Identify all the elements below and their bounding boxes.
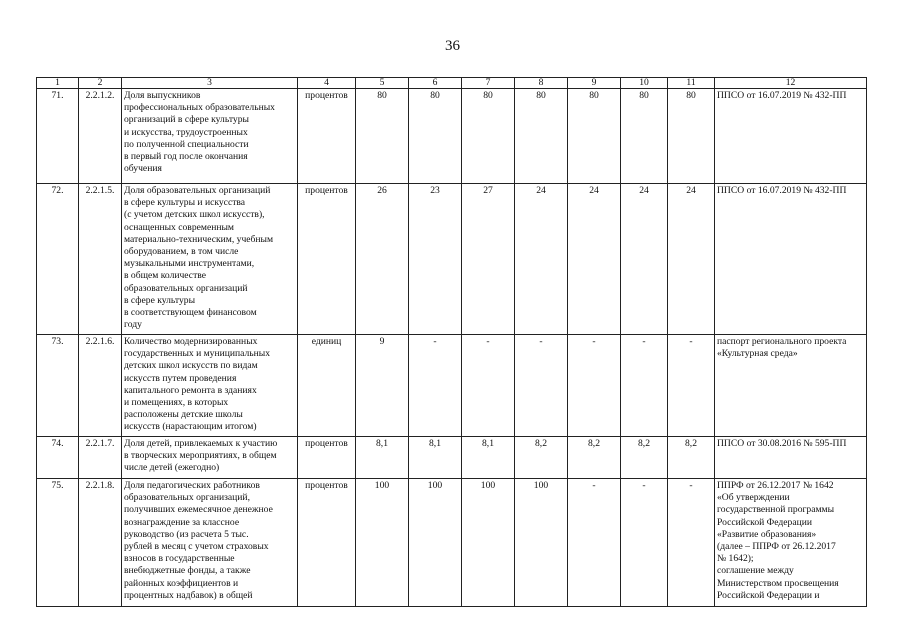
table-row (37, 479, 867, 607)
value-cell: 24 (568, 184, 621, 335)
value-cell: - (515, 335, 568, 437)
column-header: 3 (122, 78, 298, 89)
column-number-row (37, 78, 867, 89)
row-number: 73. (37, 335, 79, 437)
table-row (37, 335, 867, 437)
indicator-code: 2.2.1.7. (79, 437, 122, 479)
value-cell: 100 (409, 479, 462, 607)
table-row (37, 184, 867, 335)
column-header: 12 (715, 78, 867, 89)
unit: процентов (298, 89, 356, 184)
value-cell: 8,2 (568, 437, 621, 479)
value-cell: - (568, 479, 621, 607)
value-cell: 100 (356, 479, 409, 607)
column-header: 4 (298, 78, 356, 89)
indicator-name: Доля выпускников профессиональных образовательных организаций в сфере культуры и искусства, трудоустроенных по полученной специальности в первый год после окончания обучения (122, 89, 298, 184)
source-document: ППСО от 16.07.2019 № 432-ПП (715, 89, 867, 184)
indicator-name: Доля образовательных организаций в сфере культуры и искусства (с учетом детских школ искусств), оснащенных современным материально-техническим, учебным оборудованием, в том числе музыкальными инструментами, в общем количестве образовательных организаций в сфере культуры в соответствующем финансовом году (122, 184, 298, 335)
value-cell: 8,2 (515, 437, 568, 479)
row-number: 71. (37, 89, 79, 184)
value-cell: 8,1 (462, 437, 515, 479)
source-document: ППРФ от 26.12.2017 № 1642 «Об утверждении государственной программы Российской Федерации «Развитие образования» (далее – ППРФ от 26.12.2017 № 1642); соглашение между Министерством просвещения Российской Федерации и (715, 479, 867, 607)
column-header: 10 (621, 78, 668, 89)
value-cell: - (621, 335, 668, 437)
column-header: 7 (462, 78, 515, 89)
source-document: ППСО от 30.08.2016 № 595-ПП (715, 437, 867, 479)
source-document: ППСО от 16.07.2019 № 432-ПП (715, 184, 867, 335)
indicator-code: 2.2.1.5. (79, 184, 122, 335)
value-cell: - (668, 335, 715, 437)
value-cell: 24 (515, 184, 568, 335)
indicator-code: 2.2.1.6. (79, 335, 122, 437)
column-header: 1 (37, 78, 79, 89)
value-cell: 80 (356, 89, 409, 184)
row-number: 75. (37, 479, 79, 607)
value-cell: 100 (515, 479, 568, 607)
value-cell: 24 (668, 184, 715, 335)
column-header: 5 (356, 78, 409, 89)
row-number: 74. (37, 437, 79, 479)
column-header: 9 (568, 78, 621, 89)
value-cell: 80 (462, 89, 515, 184)
unit: единиц (298, 335, 356, 437)
source-document: паспорт регионального проекта «Культурная среда» (715, 335, 867, 437)
value-cell: - (621, 479, 668, 607)
column-header: 8 (515, 78, 568, 89)
indicator-code: 2.2.1.8. (79, 479, 122, 607)
value-cell: 80 (668, 89, 715, 184)
value-cell: 80 (515, 89, 568, 184)
value-cell: - (462, 335, 515, 437)
indicator-code: 2.2.1.2. (79, 89, 122, 184)
value-cell: 8,2 (668, 437, 715, 479)
indicator-name: Доля детей, привлекаемых к участию в творческих мероприятиях, в общем числе детей (ежегодно) (122, 437, 298, 479)
column-header: 2 (79, 78, 122, 89)
indicator-name: Доля педагогических работников образовательных организаций, получивших ежемесячное денежное вознаграждение за классное руководство (из расчета 5 тыс. рублей в месяц с учетом страховых взносов в государственные внебюджетные фонды, а также районных коэффициентов и процентных надбавок) в общей (122, 479, 298, 607)
value-cell: - (409, 335, 462, 437)
value-cell: 23 (409, 184, 462, 335)
column-header: 6 (409, 78, 462, 89)
unit: процентов (298, 437, 356, 479)
unit: процентов (298, 479, 356, 607)
page-number: 36 (445, 38, 460, 54)
table-row (37, 437, 867, 479)
value-cell: - (568, 335, 621, 437)
indicators-table (36, 77, 867, 607)
value-cell: 8,2 (621, 437, 668, 479)
value-cell: 8,1 (409, 437, 462, 479)
value-cell: 9 (356, 335, 409, 437)
value-cell: 80 (409, 89, 462, 184)
value-cell: 24 (621, 184, 668, 335)
table-row (37, 89, 867, 184)
value-cell: 8,1 (356, 437, 409, 479)
column-header: 11 (668, 78, 715, 89)
value-cell: 80 (621, 89, 668, 184)
row-number: 72. (37, 184, 79, 335)
value-cell: - (668, 479, 715, 607)
value-cell: 26 (356, 184, 409, 335)
value-cell: 27 (462, 184, 515, 335)
indicator-name: Количество модернизированных государственных и муниципальных детских школ искусств по видам искусств путем проведения капитального ремонта в зданиях и помещениях, в которых расположены детские школы искусств (нарастающим итогом) (122, 335, 298, 437)
unit: процентов (298, 184, 356, 335)
value-cell: 100 (462, 479, 515, 607)
value-cell: 80 (568, 89, 621, 184)
